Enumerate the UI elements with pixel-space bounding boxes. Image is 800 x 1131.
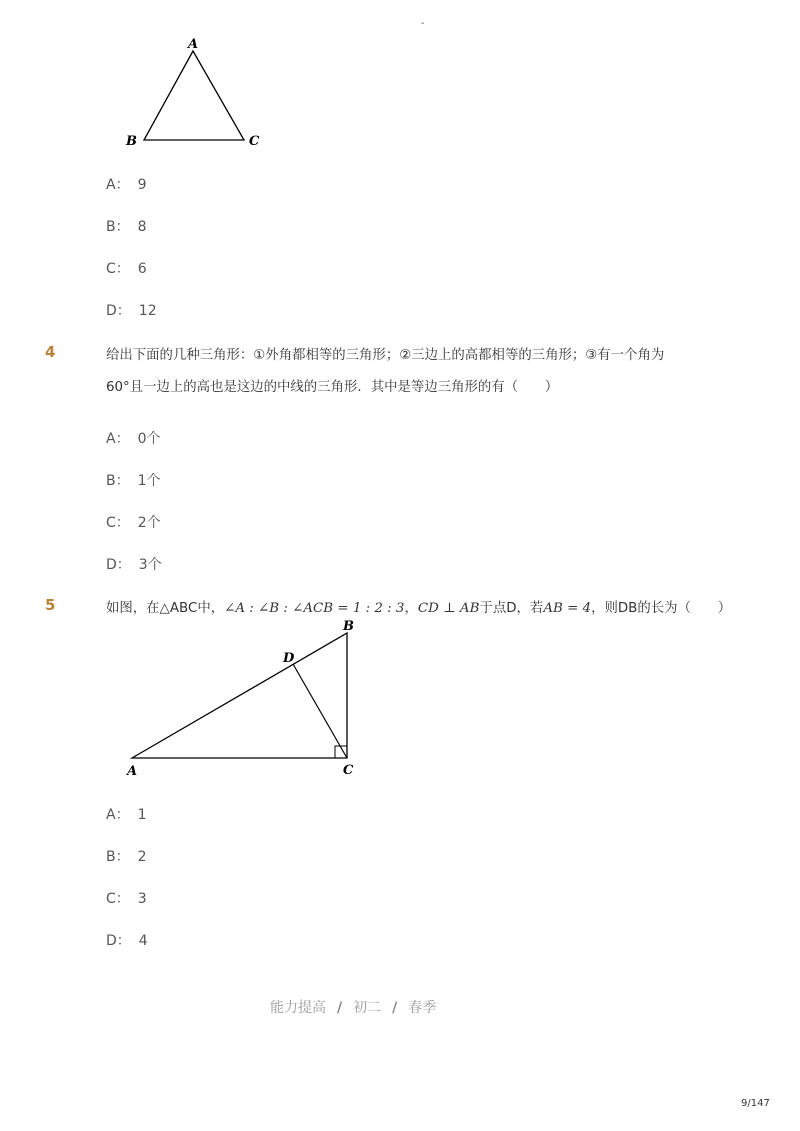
perpendicular-expression: CD ⊥ AB bbox=[417, 601, 480, 616]
top-mark: - bbox=[421, 18, 425, 29]
triangle-outline bbox=[144, 51, 244, 140]
vertex-label-b: B bbox=[126, 134, 137, 149]
vertex-label-b: B bbox=[343, 619, 354, 634]
q4-option-d[interactable]: D： 3个 bbox=[106, 557, 162, 573]
q4-stem-line1: 给出下面的几种三角形：①外角都相等的三角形；②三边上的高都相等的三角形；③有一个角为 bbox=[106, 348, 665, 363]
q4-option-b[interactable]: B： 1个 bbox=[106, 473, 161, 489]
q4-option-c[interactable]: C： 2个 bbox=[106, 515, 161, 531]
question-number-5: 5 bbox=[45, 596, 56, 614]
q3-option-d[interactable]: D： 12 bbox=[106, 303, 157, 319]
angle-ratio-expression: ∠A : ∠B : ∠ACB = 1 : 2 : 3 bbox=[224, 601, 405, 616]
length-expression: AB = 4 bbox=[543, 601, 592, 616]
right-triangle-figure bbox=[120, 614, 370, 784]
vertex-label-a: A bbox=[127, 764, 138, 779]
q5-option-b[interactable]: B： 2 bbox=[106, 849, 147, 865]
q3-option-a[interactable]: A： 9 bbox=[106, 177, 147, 193]
triangle-abc-figure bbox=[120, 34, 270, 154]
q3-option-c[interactable]: C： 6 bbox=[106, 261, 147, 277]
point-label-d: D bbox=[283, 651, 295, 666]
q5-option-a[interactable]: A： 1 bbox=[106, 807, 147, 823]
q5-option-c[interactable]: C： 3 bbox=[106, 891, 147, 907]
q3-option-b[interactable]: B： 8 bbox=[106, 219, 147, 235]
q4-stem-line2: 60°且一边上的高也是这边的中线的三角形．其中是等边三角形的有（ ） bbox=[106, 380, 559, 395]
q4-option-a[interactable]: A： 0个 bbox=[106, 431, 161, 447]
vertex-label-c: C bbox=[249, 134, 260, 149]
vertex-label-a: A bbox=[188, 37, 199, 52]
page-footer: 能力提高 / 初二 / 春季 bbox=[270, 1000, 437, 1016]
question-number-4: 4 bbox=[45, 343, 56, 361]
q5-option-d[interactable]: D： 4 bbox=[106, 933, 148, 949]
triangle-outline bbox=[132, 633, 347, 758]
page-number: 9/147 bbox=[741, 1098, 770, 1109]
q5-stem: 如图，在△ABC中，∠A : ∠B : ∠ACB = 1 : 2 : 3，CD ⊥ AB于点D，若AB = 4，则DB的长为（ ） bbox=[106, 601, 732, 616]
vertex-label-c: C bbox=[343, 763, 354, 778]
altitude-cd bbox=[293, 664, 347, 758]
